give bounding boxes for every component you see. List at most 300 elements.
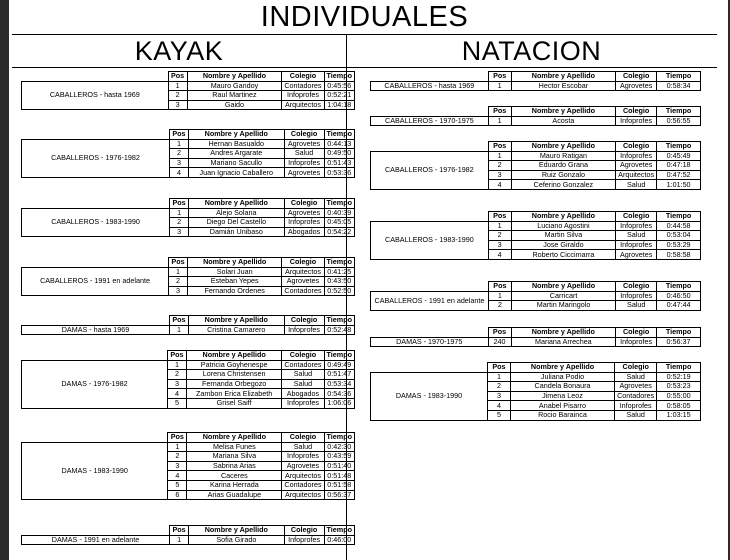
athlete-name: Jimena Leoz: [510, 391, 614, 401]
header-name: Nombre y Apellido: [187, 258, 281, 268]
table-row: [22, 535, 355, 545]
athlete-name: Juliana Podio: [510, 372, 614, 382]
position-cell: 2: [488, 161, 511, 171]
natacion-category-table: [370, 362, 701, 421]
athlete-name: Hernan Basualdo: [188, 139, 284, 149]
position-cell: 3: [488, 240, 511, 250]
school-cell: Contadores: [282, 360, 324, 370]
school-cell: Arquitectos: [282, 267, 324, 277]
time-cell: 0:41:25: [324, 267, 354, 277]
athlete-name: Sabrina Arias: [187, 461, 282, 471]
header-pos: Pos: [170, 526, 189, 536]
header-pos: Pos: [488, 282, 511, 292]
category-label: DAMAS - 1983-1990: [371, 372, 488, 420]
header-school: Colegio: [282, 72, 324, 82]
athlete-name: Melisa Funes: [187, 442, 282, 452]
table-row: [22, 81, 355, 91]
school-cell: Contadores: [282, 286, 324, 296]
athlete-name: Anabel Pisarro: [510, 401, 614, 411]
time-cell: 0:49:50: [324, 149, 354, 159]
time-cell: 0:53:36: [324, 168, 354, 178]
header-school: Colegio: [284, 526, 324, 536]
header-school: Colegio: [616, 72, 657, 82]
time-cell: 0:51:58: [324, 480, 354, 490]
table-row: [371, 151, 701, 161]
header-school: Colegio: [284, 130, 324, 140]
header-pos: Pos: [488, 142, 511, 152]
table-header-row: [22, 130, 355, 140]
table-header-row: [22, 351, 355, 361]
table-row: [371, 291, 701, 301]
header-spacer: [371, 212, 489, 222]
position-cell: 2: [488, 382, 511, 392]
header-spacer: [371, 328, 489, 338]
time-cell: 0:53:04: [657, 231, 701, 241]
time-cell: 1:01:50: [657, 180, 701, 190]
time-cell: 0:49:49: [324, 360, 354, 370]
category-label: CABALLEROS - 1976-1982: [22, 139, 170, 177]
position-cell: 1: [488, 221, 511, 231]
kayak-category-table: [21, 257, 355, 296]
athlete-name: Zambon Erica Elizabeth: [186, 389, 281, 399]
position-cell: 4: [488, 180, 511, 190]
table-header-row: [22, 316, 355, 326]
time-cell: 0:52:48: [324, 325, 354, 335]
position-cell: 1: [488, 291, 511, 301]
school-cell: Salud: [284, 149, 324, 159]
table-header-row: [22, 258, 355, 268]
school-cell: Contadores: [615, 391, 657, 401]
table-row: [22, 208, 355, 218]
kayak-category-table: [21, 525, 355, 545]
header-spacer: [22, 199, 170, 209]
table-header-row: [22, 199, 355, 209]
header-spacer: [22, 526, 170, 536]
school-cell: Agrovetes: [282, 277, 324, 287]
position-cell: 2: [488, 231, 511, 241]
school-cell: Agrovetes: [615, 382, 657, 392]
header-school: Colegio: [616, 212, 657, 222]
athlete-name: Fernando Ordenes: [187, 286, 281, 296]
athlete-name: Andres Argarate: [188, 149, 284, 159]
category-label: CABALLEROS - 1991 en adelante: [22, 267, 169, 296]
school-cell: Agrovetes: [616, 161, 657, 171]
athlete-name: Mariana Arrechea: [511, 337, 616, 347]
header-name: Nombre y Apellido: [187, 433, 282, 443]
time-cell: 0:54:22: [324, 227, 354, 237]
header-name: Nombre y Apellido: [189, 526, 285, 536]
athlete-name: Roberto Ciccimarra: [511, 250, 616, 260]
athlete-name: Esteban Yepes: [187, 277, 281, 287]
table-row: [22, 442, 355, 452]
header-time: Tiempo: [657, 72, 701, 82]
school-cell: Arquitectos: [616, 170, 657, 180]
athlete-name: Solari Juan: [187, 267, 281, 277]
school-cell: Infoprofes: [284, 218, 324, 228]
header-time: Tiempo: [657, 212, 701, 222]
school-cell: Agrovetes: [284, 168, 324, 178]
school-cell: Infoprofes: [616, 337, 657, 347]
header-time: Tiempo: [324, 199, 354, 209]
time-cell: 0:51:40: [324, 461, 354, 471]
athlete-name: Luciano Agostini: [511, 221, 616, 231]
time-cell: 0:47:52: [657, 170, 701, 180]
header-name: Nombre y Apellido: [511, 107, 616, 117]
table-row: [371, 337, 701, 347]
time-cell: 0:52:50: [324, 286, 354, 296]
header-pos: Pos: [488, 328, 511, 338]
time-cell: 1:04:18: [324, 100, 354, 110]
time-cell: 0:43:50: [324, 277, 354, 287]
natacion-category-table: [370, 281, 701, 311]
position-cell: 3: [168, 461, 187, 471]
position-cell: 1: [170, 535, 189, 545]
header-school: Colegio: [616, 282, 657, 292]
table-row: [371, 81, 701, 91]
school-cell: Infoprofes: [282, 452, 324, 462]
position-cell: 1: [170, 208, 189, 218]
header-name: Nombre y Apellido: [186, 351, 281, 361]
header-time: Tiempo: [657, 282, 701, 292]
time-cell: 0:47:44: [657, 301, 701, 311]
table-row: [371, 372, 701, 382]
athlete-name: Martin Maringolo: [511, 301, 615, 311]
position-cell: 1: [169, 325, 188, 335]
athlete-name: Damián Unibaso: [189, 227, 285, 237]
athlete-name: Alejo Solana: [189, 208, 285, 218]
header-pos: Pos: [169, 130, 188, 140]
position-cell: 3: [169, 286, 188, 296]
position-cell: 3: [488, 391, 511, 401]
athlete-name: Juan Ignacio Caballero: [188, 168, 284, 178]
category-label: CABALLEROS - 1983-1990: [22, 208, 170, 237]
athlete-name: Ruiz Gonzalo: [511, 170, 616, 180]
natacion-heading: NATACION: [461, 36, 602, 66]
school-cell: Agrovetes: [282, 461, 324, 471]
position-cell: 1: [488, 81, 511, 91]
category-label: DAMAS - hasta 1969: [22, 325, 170, 335]
kayak-category-table: [21, 350, 355, 409]
position-cell: 3: [168, 100, 187, 110]
time-cell: 1:03:15: [657, 410, 701, 420]
kayak-category-table: [21, 315, 355, 335]
natacion-category-table: [370, 211, 701, 260]
header-time: Tiempo: [324, 258, 354, 268]
table-row: [22, 267, 355, 277]
table-row: [22, 139, 355, 149]
header-pos: Pos: [168, 72, 187, 82]
time-cell: 0:53:23: [657, 382, 701, 392]
header-time: Tiempo: [324, 130, 354, 140]
time-cell: 0:56:37: [657, 337, 701, 347]
category-label: DAMAS - 1970-1975: [371, 337, 489, 347]
category-label: CABALLEROS - 1976-1982: [371, 151, 489, 189]
header-pos: Pos: [169, 258, 188, 268]
school-cell: Salud: [282, 442, 324, 452]
natacion-category-table: [370, 141, 701, 190]
header-time: Tiempo: [324, 316, 354, 326]
time-cell: 0:51:48: [324, 471, 354, 481]
header-time: Tiempo: [324, 351, 354, 361]
header-spacer: [371, 72, 489, 82]
time-cell: 0:58:05: [657, 401, 701, 411]
athlete-name: Gaido: [187, 100, 282, 110]
athlete-name: Mauro Ratigan: [511, 151, 616, 161]
header-school: Colegio: [284, 316, 324, 326]
school-cell: Salud: [282, 370, 324, 380]
table-header-row: [371, 72, 701, 82]
position-cell: 3: [167, 379, 186, 389]
kayak-heading: KAYAK: [134, 36, 224, 66]
school-cell: Abogados: [282, 389, 324, 399]
header-spacer: [22, 351, 168, 361]
athlete-name: Acosta: [511, 116, 616, 126]
position-cell: 2: [170, 218, 189, 228]
time-cell: 0:42:30: [324, 442, 354, 452]
position-cell: 4: [168, 471, 187, 481]
header-name: Nombre y Apellido: [510, 363, 614, 373]
athlete-name: Hector Escobar: [511, 81, 616, 91]
athlete-name: Arias Guadalupe: [187, 490, 282, 500]
school-cell: Salud: [616, 231, 657, 241]
header-name: Nombre y Apellido: [187, 72, 282, 82]
position-cell: 1: [488, 116, 511, 126]
position-cell: 1: [168, 442, 187, 452]
header-school: Colegio: [282, 351, 324, 361]
time-cell: 0:47:18: [657, 161, 701, 171]
header-spacer: [22, 130, 170, 140]
athlete-name: Mauro Gandoy: [187, 81, 282, 91]
time-cell: 0:54:36: [324, 389, 354, 399]
header-pos: Pos: [167, 351, 186, 361]
table-header-row: [371, 328, 701, 338]
header-name: Nombre y Apellido: [511, 282, 615, 292]
table-row: [22, 325, 355, 335]
athlete-name: Sofia Girado: [189, 535, 285, 545]
school-cell: Agrovetes: [616, 81, 657, 91]
header-school: Colegio: [615, 363, 657, 373]
header-school: Colegio: [616, 142, 657, 152]
header-pos: Pos: [488, 212, 511, 222]
time-cell: 0:43:59: [324, 452, 354, 462]
header-name: Nombre y Apellido: [511, 328, 616, 338]
time-cell: 0:45:49: [657, 151, 701, 161]
category-label: DAMAS - 1983-1990: [22, 442, 168, 500]
time-cell: 0:40:39: [324, 208, 354, 218]
athlete-name: Fernanda Orbegozo: [186, 379, 281, 389]
header-spacer: [371, 282, 489, 292]
header-time: Tiempo: [324, 72, 354, 82]
school-cell: Arquitectos: [282, 490, 324, 500]
school-cell: Salud: [615, 410, 657, 420]
header-spacer: [371, 363, 488, 373]
category-label: CABALLEROS - 1991 en adelante: [371, 291, 489, 310]
position-cell: 2: [168, 91, 187, 101]
athlete-name: Karina Herrada: [187, 480, 282, 490]
position-cell: 1: [488, 372, 511, 382]
position-cell: 5: [168, 480, 187, 490]
position-cell: 240: [488, 337, 511, 347]
table-header-row: [22, 72, 355, 82]
school-cell: Infoprofes: [616, 291, 657, 301]
kayak-category-table: [21, 432, 355, 500]
position-cell: 5: [167, 398, 186, 408]
time-cell: 0:44:58: [657, 221, 701, 231]
athlete-name: Eduardo Grana: [511, 161, 616, 171]
kayak-category-table: [21, 71, 355, 110]
time-cell: 0:51:43: [324, 158, 354, 168]
header-time: Tiempo: [324, 433, 354, 443]
athlete-name: Mariano Sacullo: [188, 158, 284, 168]
header-school: Colegio: [284, 199, 324, 209]
time-cell: 0:56:37: [324, 490, 354, 500]
time-cell: 0:55:00: [657, 391, 701, 401]
table-header-row: [371, 282, 701, 292]
school-cell: Contadores: [282, 480, 324, 490]
time-cell: 0:44:13: [324, 139, 354, 149]
header-pos: Pos: [170, 199, 189, 209]
time-cell: 0:45:05: [324, 218, 354, 228]
school-cell: Arquitectos: [282, 471, 324, 481]
header-time: Tiempo: [657, 142, 701, 152]
window-left-edge: [0, 0, 9, 560]
athlete-name: Raul Martinez: [187, 91, 282, 101]
time-cell: 1:06:06: [324, 398, 354, 408]
athlete-name: Grisel Saiff: [186, 398, 281, 408]
athlete-name: Mariana Silva: [187, 452, 282, 462]
school-cell: Agrovetes: [284, 208, 324, 218]
position-cell: 6: [168, 490, 187, 500]
page-title: INDIVIDUALES: [12, 0, 717, 35]
school-cell: Infoprofes: [282, 91, 324, 101]
school-cell: Infoprofes: [615, 401, 657, 411]
header-name: Nombre y Apellido: [511, 142, 616, 152]
school-cell: Abogados: [284, 227, 324, 237]
position-cell: 2: [169, 149, 188, 159]
school-cell: Salud: [282, 379, 324, 389]
school-cell: Arquitectos: [282, 100, 324, 110]
header-school: Colegio: [616, 107, 657, 117]
school-cell: Salud: [616, 301, 657, 311]
header-spacer: [22, 433, 168, 443]
header-spacer: [371, 107, 489, 117]
table-row: [371, 221, 701, 231]
school-cell: Contadores: [282, 81, 324, 91]
table-row: [371, 116, 701, 126]
kayak-category-table: [21, 129, 355, 178]
header-name: Nombre y Apellido: [188, 316, 284, 326]
position-cell: 2: [168, 452, 187, 462]
table-header-row: [371, 212, 701, 222]
time-cell: 0:52:19: [657, 372, 701, 382]
school-cell: Infoprofes: [616, 151, 657, 161]
position-cell: 2: [488, 301, 511, 311]
header-name: Nombre y Apellido: [511, 212, 616, 222]
category-label: CABALLEROS - hasta 1969: [371, 81, 489, 91]
table-header-row: [22, 526, 355, 536]
header-spacer: [22, 316, 170, 326]
position-cell: 1: [488, 151, 511, 161]
table-header-row: [22, 433, 355, 443]
athlete-name: Carricart: [511, 291, 615, 301]
position-cell: 2: [167, 370, 186, 380]
category-label: DAMAS - 1991 en adelante: [22, 535, 170, 545]
header-name: Nombre y Apellido: [189, 199, 285, 209]
time-cell: 0:52:21: [324, 91, 354, 101]
school-cell: Salud: [615, 372, 657, 382]
school-cell: Agrovetes: [616, 250, 657, 260]
athlete-name: Candela Bonaura: [510, 382, 614, 392]
table-header-row: [371, 363, 701, 373]
school-cell: Agrovetes: [284, 139, 324, 149]
position-cell: 1: [169, 267, 188, 277]
header-time: Tiempo: [657, 107, 701, 117]
category-label: CABALLEROS - 1983-1990: [371, 221, 489, 259]
time-cell: 0:58:58: [657, 250, 701, 260]
athlete-name: Diego Del Castello: [189, 218, 285, 228]
position-cell: 5: [488, 410, 511, 420]
category-label: CABALLEROS - hasta 1969: [22, 81, 169, 110]
kayak-category-table: [21, 198, 355, 237]
position-cell: 1: [168, 81, 187, 91]
time-cell: 0:46:50: [657, 291, 701, 301]
athlete-name: Ceferino Gonzalez: [511, 180, 616, 190]
header-pos: Pos: [488, 107, 511, 117]
school-cell: Infoprofes: [616, 240, 657, 250]
header-school: Colegio: [616, 328, 657, 338]
position-cell: 4: [167, 389, 186, 399]
header-spacer: [371, 142, 489, 152]
category-label: CABALLEROS - 1970-1975: [371, 116, 489, 126]
position-cell: 4: [169, 168, 188, 178]
school-cell: Infoprofes: [616, 221, 657, 231]
header-time: Tiempo: [657, 363, 701, 373]
athlete-name: Jose Giraldo: [511, 240, 616, 250]
time-cell: 0:45:56: [324, 81, 354, 91]
school-cell: Salud: [616, 180, 657, 190]
table-header-row: [371, 107, 701, 117]
time-cell: 0:53:29: [657, 240, 701, 250]
header-pos: Pos: [168, 433, 187, 443]
position-cell: 3: [169, 158, 188, 168]
athlete-name: Lorena Christensen: [186, 370, 281, 380]
header-time: Tiempo: [324, 526, 354, 536]
school-cell: Infoprofes: [282, 398, 324, 408]
athlete-name: Rocio Barainca: [510, 410, 614, 420]
table-header-row: [371, 142, 701, 152]
header-school: Colegio: [282, 258, 324, 268]
position-cell: 4: [488, 401, 511, 411]
position-cell: 4: [488, 250, 511, 260]
header-pos: Pos: [169, 316, 188, 326]
time-cell: 0:58:34: [657, 81, 701, 91]
category-label: DAMAS - 1976-1982: [22, 360, 168, 408]
header-name: Nombre y Apellido: [511, 72, 616, 82]
time-cell: 0:51:47: [324, 370, 354, 380]
school-cell: Infoprofes: [284, 158, 324, 168]
header-pos: Pos: [488, 72, 511, 82]
header-spacer: [22, 258, 169, 268]
table-row: [22, 360, 355, 370]
header-spacer: [22, 72, 169, 82]
position-cell: 2: [169, 277, 188, 287]
heading-divider: [12, 67, 717, 68]
school-cell: Infoprofes: [284, 535, 324, 545]
athlete-name: Patricia Goyhenespe: [186, 360, 281, 370]
position-cell: 1: [169, 139, 188, 149]
header-pos: Pos: [488, 363, 511, 373]
natacion-category-table: [370, 71, 701, 91]
